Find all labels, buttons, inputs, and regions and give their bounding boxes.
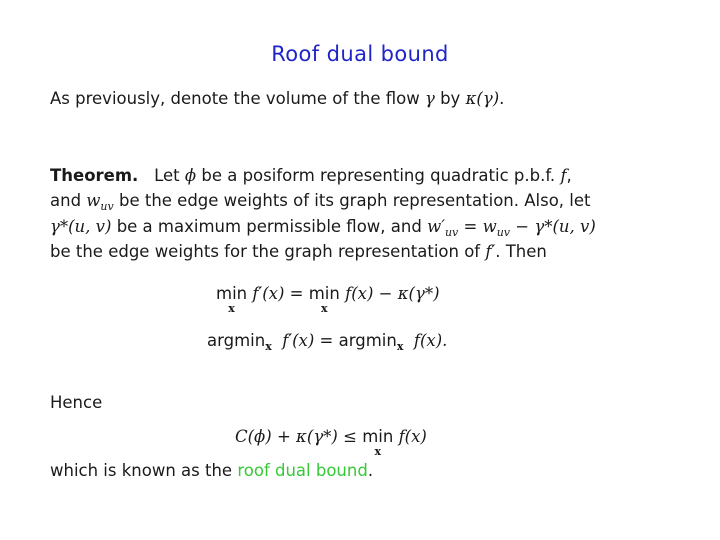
minus-gamma-star: − γ*(u, v) [515,217,596,236]
w-equals: = w [463,217,497,236]
f-symbol: f [560,166,567,185]
theorem-comma: , [566,166,572,185]
min-subscript-3: x [374,445,382,458]
min-operator-1: min x [216,283,247,305]
f-prime-symbol: f′ [485,242,496,261]
theorem-label: Theorem. [50,166,139,185]
theorem-line-1 [50,165,572,187]
phi-symbol: ϕ [184,166,197,185]
intro-by: by [440,89,461,108]
conclusion-text: which is known as the [50,461,233,480]
w-equals-subscript: uv [496,226,511,239]
argmin-operator-2: argmin [338,331,397,350]
theorem-and: and [50,191,82,210]
theorem-line-4 [50,241,547,263]
theorem-line1-text: be a posiform representing quadratic p.b.f. [201,166,556,185]
w-prime-symbol: w′ [427,217,445,236]
w-prime-subscript: uv [444,226,459,239]
w-symbol: w [86,191,101,210]
conclusion-end: . [367,461,374,480]
argmin-operator-1: argmin [207,331,266,350]
theorem-line3-text: be a maximum permissible flow, and [116,217,422,236]
min-subscript-2: x [321,302,328,315]
theorem-line-3 [50,216,596,244]
theorem-line-2 [50,190,591,218]
argmin-subscript-1: x [265,340,272,353]
hence-text: Hence [50,393,103,412]
intro-end: . [499,89,505,108]
theorem-line4-text: be the edge weights for the graph representation of [50,242,481,261]
kappa-expression: κ(γ) [465,89,500,108]
gamma-symbol: γ [424,89,435,108]
uv-subscript: uv [100,200,114,213]
min-operator-3: min x [362,426,393,448]
roof-dual-bound-highlight: roof dual bound [237,461,368,480]
min-operator-2: min x [309,283,340,305]
equation-argmin [207,330,447,358]
eq2-lhs: f′(x) = [282,331,334,350]
theorem-then: . Then [495,242,547,261]
slide-title: Roof dual bound [271,42,449,66]
theorem-line2-text: be the edge weights of its graph representation. Also, let [118,191,591,210]
equation-bound [235,426,427,458]
eq3-lhs: C(ϕ) + κ(γ*) ≤ [235,427,357,446]
gamma-star-expression: γ*(u, v) [50,217,112,236]
intro-line [50,88,504,110]
conclusion-line [50,460,373,482]
eq3-rhs: f(x) [398,427,427,446]
eq2-rhs: f(x). [413,331,448,350]
eq1-rhs: f(x) − κ(γ*) [345,284,440,303]
min-subscript-1: x [228,302,235,315]
theorem-let: Let [154,166,180,185]
intro-text: As previously, denote the volume of the flow [50,89,420,108]
equation-min [216,283,440,315]
eq1-lhs: f′(x) = [252,284,304,303]
argmin-subscript-2: x [396,340,404,353]
